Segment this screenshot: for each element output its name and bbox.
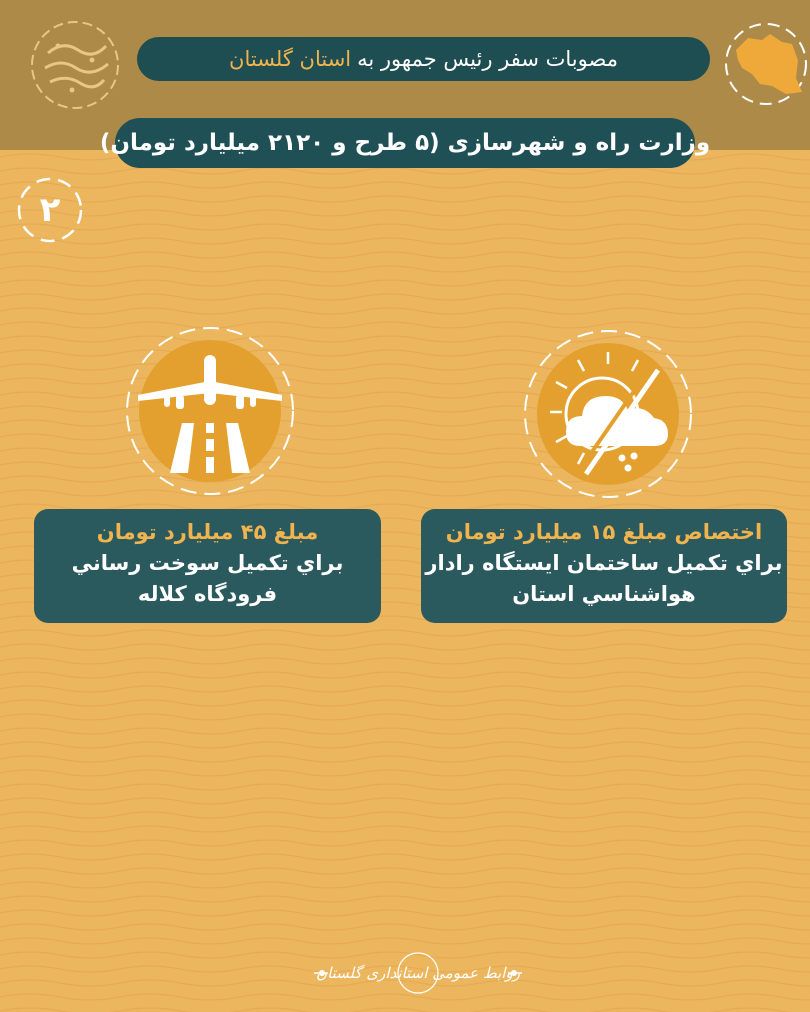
signature-text: روابط عمومی استانداری گلستان [316,964,520,982]
weather-radar-icon [522,328,694,500]
footer-signature [308,950,528,996]
government-slogan-logo [28,18,123,113]
radar-description-line2: هواشناسي استان [512,582,696,606]
airport-fuel-card [34,509,381,623]
radar-description-line1: براي تكميل ساختمان ايستگاه رادار [425,551,783,575]
radar-amount: اختصاص مبلغ ۱۵ میلیارد تومان [445,520,763,544]
airplane-runway-icon [124,325,296,497]
radar-station-card [421,509,787,623]
title-highlight: استان گلستان [229,47,352,71]
airport-description-line2: فرودگاه كلاله [137,582,278,606]
iran-map-icon [722,20,810,108]
section-number-badge [16,176,84,244]
page-subtitle: وزارت راه و شهرسازی (۵ طرح و ۲۱۲۰ میلیارد تومان) [115,118,695,168]
page-title [137,37,710,81]
airport-description-line1: براي تكميل سوخت رساني [71,551,344,575]
section-number: ۲ [39,190,61,230]
title-prefix: مصوبات سفر رئیس جمهور به [357,47,618,71]
airport-amount: مبلغ ۴۵ میلیارد تومان [96,520,319,544]
